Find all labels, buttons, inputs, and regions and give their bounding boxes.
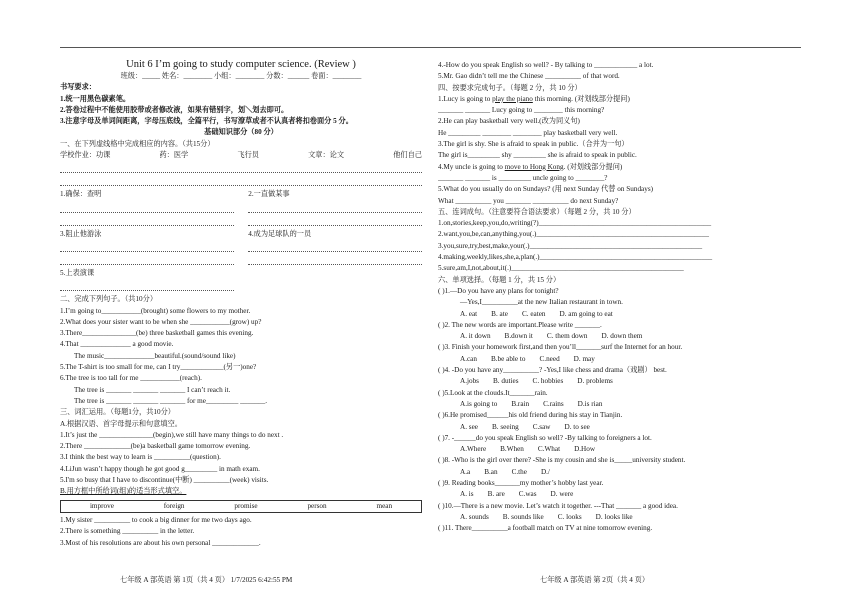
choice-option: C.What bbox=[537, 445, 561, 454]
basics-heading: 基础知识部分（80 分） bbox=[204, 128, 278, 137]
phrase-item: 5.上表演课 bbox=[60, 268, 95, 277]
vocab-item: 飞行员 bbox=[237, 151, 259, 160]
choice-option: C. hobbies bbox=[532, 377, 564, 386]
section-4-heading: 四、按要求完成句子。（每题 2 分，共 10 分） bbox=[438, 83, 582, 92]
rewrite-line: He _________ ________ ________ play basketball very well. bbox=[438, 128, 618, 137]
phrase-item: 1.确保：查明 bbox=[60, 190, 102, 199]
question-line: 5.Mr. Gao didn’t tell me the Chinese __________ of that word. bbox=[438, 72, 620, 81]
question-line: 2.There is something __________ in the letter. bbox=[60, 527, 195, 536]
rewrite-line: The girl is_________ shy _________ she is afraid to speak in public. bbox=[438, 151, 637, 160]
word-box-item: mean bbox=[376, 501, 393, 510]
choice-question: ( )1.—Do you have any plans for tonight? bbox=[438, 286, 559, 295]
question-line: The tree is _______ _______ _______ I can’t reach it. bbox=[74, 385, 231, 394]
choice-question: ( )2. The new words are important.Please write _______. bbox=[438, 320, 602, 329]
dotted-answer-line bbox=[60, 242, 234, 252]
section-6-list bbox=[438, 286, 801, 535]
choice-options bbox=[438, 309, 801, 320]
right-column bbox=[438, 56, 801, 534]
question-line: 4.That ______________ a good movie. bbox=[60, 340, 174, 349]
choice-option: D. am going to eat bbox=[559, 309, 613, 318]
choice-question-continued: —Yes,I__________at the new Italian restaurant in town. bbox=[460, 298, 623, 307]
choice-option: B.rain bbox=[511, 399, 530, 408]
question-line: 2.There _____________(be)a basketball game tomorrow evening. bbox=[60, 442, 251, 451]
section-6-heading: 六、单项选择。（每题 1 分，共 15 分） bbox=[438, 275, 561, 284]
choice-option: A. it down bbox=[460, 332, 491, 341]
choice-question: ( )4. -Do you have any__________? -Yes,I like chess and drama（戏剧） best. bbox=[438, 366, 667, 375]
phrase-pair-2 bbox=[60, 229, 422, 268]
rewrite-line: 5.What do you usually do on Sundays? (用 next Sunday 代替 on Sundays) bbox=[438, 185, 654, 194]
choice-options bbox=[438, 444, 801, 455]
choice-option: A. sounds bbox=[460, 512, 489, 521]
question-line: 4.LiJun wasn’t happy though he got good g_________ in math exam. bbox=[60, 464, 260, 473]
dotted-answer-line bbox=[60, 281, 234, 291]
dotted-answer-line bbox=[60, 163, 422, 173]
choice-options bbox=[438, 467, 801, 478]
ordering-line: 3.you,sure,try,best,make,your(.)________________________________________________ bbox=[438, 241, 703, 250]
page-title: Unit 6 I’m going to study computer science. (Review ) bbox=[126, 59, 356, 70]
requirement-2: 2.答卷过程中不能使用胶带或者修改液，如果有错别字，划＼划去即可。 bbox=[60, 105, 289, 114]
choice-option: D. down them bbox=[601, 332, 643, 341]
requirement-3: 3.注意字母及单词间距离，字母压底线，全篇平行，书写潦草或者不认真者将扣卷面分 5 分。 bbox=[60, 117, 353, 126]
question-line: 1.I’m going to___________(brought) some flowers to my mother. bbox=[60, 306, 251, 315]
choice-option: B.be able to bbox=[490, 354, 526, 363]
choice-option: A.jobs bbox=[460, 377, 479, 386]
phrase-single bbox=[60, 268, 422, 294]
rewrite-line: 2.He can play basketball very well.(改为同义句) bbox=[438, 117, 580, 126]
section-4-list bbox=[438, 94, 801, 207]
choice-option: A. see bbox=[460, 422, 478, 431]
choice-options bbox=[438, 489, 801, 500]
rewrite-line: What __________ you _______ __________ do next Sunday? bbox=[438, 196, 619, 205]
choice-options bbox=[438, 331, 801, 342]
question-line: 1.My sister __________ to cook a big dinner for me two days ago. bbox=[60, 515, 252, 524]
choice-option: B.When bbox=[500, 445, 524, 454]
choice-question: ( )6.He promised______his old friend during his stay in Tianjin. bbox=[438, 411, 623, 420]
phrase-item: 2.一直做某事 bbox=[248, 190, 290, 199]
choice-question: ( )11. There__________a football match on TV at nine tomorrow evening. bbox=[438, 524, 653, 533]
choice-option: B.down it bbox=[504, 332, 533, 341]
word-box-item: improve bbox=[89, 501, 114, 510]
rewrite-line: _______ _______ is _________ uncle going to ________? bbox=[438, 173, 608, 182]
rewrite-line: 3.The girl is shy. She is afraid to speak in public.（合并为一句） bbox=[438, 140, 629, 149]
word-box-item: promise bbox=[234, 501, 258, 510]
question-line: 4.-How do you speak English so well? - By talking to ____________ a lot. bbox=[438, 61, 654, 69]
choice-option: C.rains bbox=[543, 399, 564, 408]
choice-option: D. to see bbox=[564, 422, 590, 431]
choice-option: D./ bbox=[540, 467, 550, 476]
choice-option: A.is going to bbox=[460, 399, 498, 408]
underlined-fragment: move to Hong Kong bbox=[504, 162, 564, 171]
dotted-answer-line bbox=[248, 216, 422, 226]
section-1-heading: 一、在下列虚线格中完成相应的内容。（共15分） bbox=[60, 139, 215, 148]
choice-question: ( )3. Finish your homework first,and then you’ll_______surf the Internet for an hour. bbox=[438, 343, 683, 352]
choice-option: B. ate bbox=[491, 309, 508, 318]
vocab-item: 文章：论文 bbox=[308, 151, 345, 160]
rewrite-line: 4.My uncle is going to move to Hong Kong. (对划线部分提问) bbox=[438, 162, 623, 171]
section-3-heading: 三、词汇运用。（每题1分，共10分） bbox=[60, 408, 175, 417]
dotted-answer-line bbox=[248, 203, 422, 213]
choice-options bbox=[438, 422, 801, 433]
choice-option: A.Where bbox=[460, 445, 487, 454]
question-line: 3.I think the best way to learn is __________(question). bbox=[60, 453, 221, 462]
choice-options bbox=[438, 512, 801, 523]
top-rule bbox=[60, 47, 801, 48]
choice-option: D. were bbox=[550, 490, 574, 499]
subsection-a-heading: A.根据汉语、首字母提示和句意填空。 bbox=[60, 419, 182, 428]
vocab-item: 药：医学 bbox=[159, 151, 189, 160]
rewrite-line: 1.Lucy is going to play the piano this morning. (对划线部分提问) bbox=[438, 94, 630, 103]
choice-option: B.an bbox=[484, 467, 498, 476]
section-5-heading: 五、连词成句。（注意要符合语法要求）（每题 2 分，共 10 分） bbox=[438, 207, 636, 216]
choice-option: B. sounds like bbox=[502, 512, 544, 521]
question-line: 3.There_______________(be) three basketball games this evening. bbox=[60, 329, 254, 338]
choice-option: D. may bbox=[573, 354, 595, 363]
underlined-fragment: play the piano bbox=[492, 94, 533, 103]
question-line: 6.The tree is too tall for me ___________(reach). bbox=[60, 374, 202, 383]
word-box-item: foreign bbox=[163, 501, 185, 510]
vocab-item: 学校作业：功课 bbox=[60, 151, 111, 160]
choice-option: A.a bbox=[460, 467, 471, 476]
question-line: The tree is _______ _______ _______ for me_________ _______. bbox=[74, 396, 268, 405]
choice-option: B. seeing bbox=[491, 422, 519, 431]
choice-option: C. looks bbox=[557, 512, 582, 521]
dotted-answer-line bbox=[60, 216, 234, 226]
section-2-heading: 二、完成下列句子。（共10分） bbox=[60, 295, 158, 304]
ordering-line: 2.want,you,be,can,anything,you(.)________________________________________________ bbox=[438, 230, 709, 239]
dotted-answer-line bbox=[60, 255, 234, 265]
student-info-line: 班级：_____ 姓名：________ 小组：________ 分数：______ 卷面：________ bbox=[120, 72, 362, 80]
choice-option: B. duties bbox=[492, 377, 519, 386]
choice-option: A.can bbox=[460, 354, 477, 363]
phrase-pair-1 bbox=[60, 189, 422, 228]
vocab-item: 他们自己 bbox=[393, 151, 422, 160]
question-line: 5.I'm so busy that I have to discontinue(中断) __________(week) visits. bbox=[60, 476, 269, 485]
choice-option: A. eat bbox=[460, 309, 478, 318]
dotted-answer-line bbox=[248, 242, 422, 252]
choice-option: C.was bbox=[518, 490, 537, 499]
phrase-item: 4.成为足球队的一员 bbox=[248, 229, 312, 238]
page-footer-left: 七年级 A 部英语 第 1页（共 4 页） 1/7/2025 6:42:55 PM bbox=[120, 576, 293, 584]
ordering-line: 5.sure,am,I,not,about,it(.)________________________________________________ bbox=[438, 264, 684, 273]
choice-question: ( )10.—There is a new movie. Let’s watch it together. ---That _______ a good idea. bbox=[438, 501, 678, 510]
dotted-answer-line bbox=[248, 255, 422, 265]
subsection-b-heading: B.用方框中所给词(组)的适当形式填空。 bbox=[60, 487, 187, 496]
ordering-line: 4.making,weekly,likes,she,a,plan(.)________________________________________________ bbox=[438, 253, 713, 262]
choice-question: ( )7. -______do you speak English so well? -By talking to foreigners a lot. bbox=[438, 433, 652, 442]
choice-options bbox=[438, 376, 801, 387]
word-box-item: person bbox=[307, 501, 327, 510]
dotted-answer-line bbox=[60, 176, 422, 186]
choice-option: D. looks like bbox=[595, 512, 633, 521]
choice-question: ( )9. Reading books_______my mother’s hobby last year. bbox=[438, 478, 604, 487]
left-column bbox=[60, 56, 422, 549]
choice-options bbox=[438, 354, 801, 365]
choice-options bbox=[438, 399, 801, 410]
question-line: 1.It’s just the _______________(begin),we still have many things to do next . bbox=[60, 430, 284, 439]
choice-question: ( )5.Look at the clouds.It_______rain. bbox=[438, 388, 548, 397]
rewrite-line: _______ _______ Lucy going to ________ this morning? bbox=[438, 106, 605, 115]
choice-option: C.saw bbox=[532, 422, 551, 431]
requirement-1: 1.统一用黑色碳素笔。 bbox=[60, 94, 131, 103]
writing-requirements-heading: 书写要求： bbox=[60, 83, 96, 92]
question-line: 2.What does your sister want to be when she ___________(grow) up? bbox=[60, 317, 262, 326]
ordering-line: 1.on,stories,keep,you,do,writing(?)________________________________________________ bbox=[438, 219, 712, 228]
choice-option: C. eaten bbox=[521, 309, 546, 318]
word-box bbox=[60, 500, 422, 513]
question-line: 5.The T-shirt is too small for me, can I try____________(另一)one? bbox=[60, 363, 257, 372]
choice-option: C.the bbox=[511, 467, 527, 476]
question-line: 3.Most of his resolutions are about his own personal _____________. bbox=[60, 538, 261, 547]
choice-option: D.How bbox=[574, 445, 596, 454]
phrase-item: 3.阻止他游泳 bbox=[60, 229, 102, 238]
dotted-answer-line bbox=[60, 203, 234, 213]
choice-option: D. problems bbox=[577, 377, 613, 386]
choice-option: D.is rian bbox=[577, 399, 603, 408]
choice-option: C. them down bbox=[546, 332, 588, 341]
choice-option: A. is bbox=[460, 490, 474, 499]
choice-question: ( )8. -Who is the girl over there? -She is my cousin and she is_____university student. bbox=[438, 456, 686, 465]
page-footer-right: 七年级 A 部英语 第 2页（共 4 页） bbox=[540, 576, 650, 584]
question-line: The music______________beautiful.(sound/sound like) bbox=[74, 351, 236, 360]
choice-option: B. are bbox=[487, 490, 505, 499]
choice-option: C.need bbox=[539, 354, 560, 363]
vocab-row bbox=[60, 150, 422, 161]
